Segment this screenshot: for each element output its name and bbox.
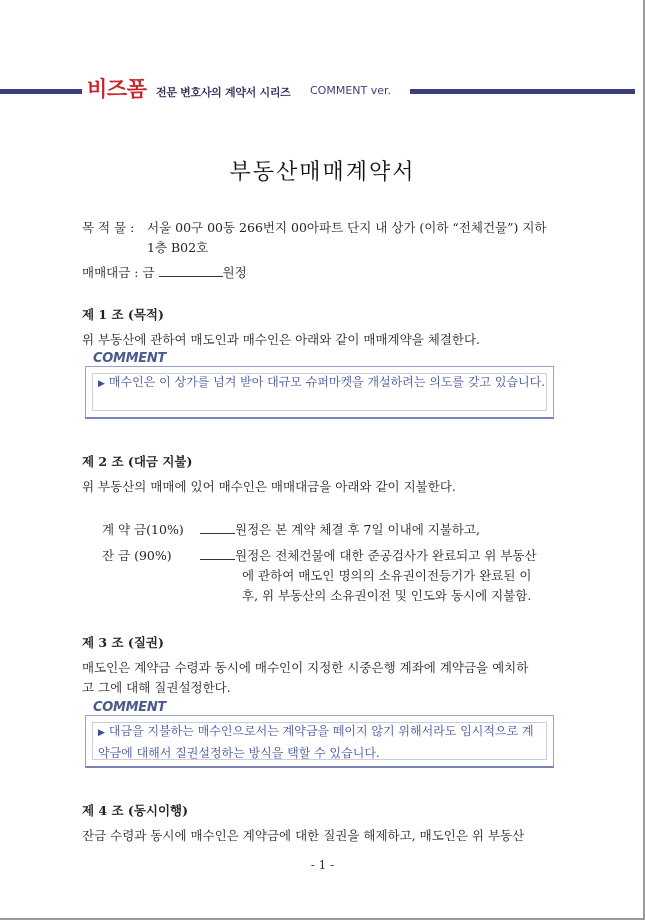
article-2-heading: 제 2 조 (대금 지불)	[82, 454, 193, 469]
deposit-text: 원정은 본 계약 체결 후 7일 이내에 지불하고,	[235, 522, 481, 537]
comment-1-box	[85, 366, 554, 419]
price-suffix: 원정	[222, 265, 247, 280]
comment-1-label: COMMENT	[93, 351, 166, 366]
article-3-heading: 제 3 조 (질권)	[82, 635, 164, 650]
price-prefix: 금	[142, 265, 155, 280]
article-1-heading: 제 1 조 (목적)	[82, 307, 164, 322]
comment-1-text-wrap	[98, 372, 545, 394]
price-label: 매매대금 :	[82, 265, 139, 280]
deposit-blank	[200, 522, 235, 534]
balance-blank	[200, 548, 235, 560]
balance-line-2: 에 관하여 매도인 명의의 소유권이전등기가 완료된 이	[242, 568, 532, 583]
comment-1-text: 매수인은 이 상가를 넘겨 받아 대규모 슈퍼마켓을 개설하려는 의도를 갖고 있습니다.	[108, 375, 546, 389]
deposit-row	[200, 520, 480, 538]
header-rule-right	[410, 89, 635, 94]
comment-2-text: 대금을 지불하는 매수인으로서는 계약금을 떼이지 않기 위해서라도 임시적으로 계약금에 대해서 질권설정하는 방식을 택할 수 있습니다.	[98, 724, 534, 760]
triangle-bullet-icon: ▶	[98, 728, 105, 738]
property-label: 목 적 물 :	[82, 220, 135, 235]
price-row	[82, 263, 247, 281]
series-title: 전문 변호사의 계약서 시리즈	[156, 86, 291, 99]
balance-label: 잔 금 (90%)	[102, 548, 172, 563]
balance-line-3: 후, 위 부동산의 소유권이전 및 인도와 동시에 지불함.	[242, 588, 532, 603]
deposit-label: 계 약 금(10%)	[102, 522, 184, 537]
article-1-body: 위 부동산에 관하여 매도인과 매수인은 아래와 같이 매매계약을 체결한다.	[82, 332, 481, 347]
article-4-heading: 제 4 조 (동시이행)	[82, 803, 189, 818]
property-line-2: 1층 B02호	[147, 240, 209, 255]
balance-row	[200, 546, 537, 564]
page-number: - 1 -	[310, 858, 335, 872]
property-line-1: 서울 00구 00동 266번지 00아파트 단지 내 상가 (이하 “전체건물”) 지하	[147, 220, 547, 235]
comment-2-box	[85, 715, 554, 768]
comment-2-label: COMMENT	[93, 700, 166, 715]
header-rule-left	[0, 89, 82, 94]
article-4-body: 잔금 수령과 동시에 매수인은 계약금에 대한 질권을 해제하고, 매도인은 위 부동산	[82, 828, 525, 843]
series-version: COMMENT ver.	[310, 84, 392, 97]
article-2-body: 위 부동산의 매매에 있어 매수인은 매매대금을 아래와 같이 지불한다.	[82, 479, 456, 494]
article-3-body-line-2: 고 그에 대해 질권설정한다.	[82, 680, 231, 695]
article-3-body-line-1: 매도인은 계약금 수령과 동시에 매수인이 지정한 시중은행 계좌에 계약금을 예치하	[82, 660, 529, 675]
document-title: 부동산매매계약서	[229, 160, 416, 185]
comment-2-text-wrap	[98, 721, 545, 763]
brand-logo: 비즈폼	[87, 77, 147, 101]
balance-line-1: 원정은 전체건물에 대한 준공검사가 완료되고 위 부동산	[235, 548, 537, 563]
price-blank	[159, 265, 223, 277]
triangle-bullet-icon: ▶	[98, 379, 105, 389]
